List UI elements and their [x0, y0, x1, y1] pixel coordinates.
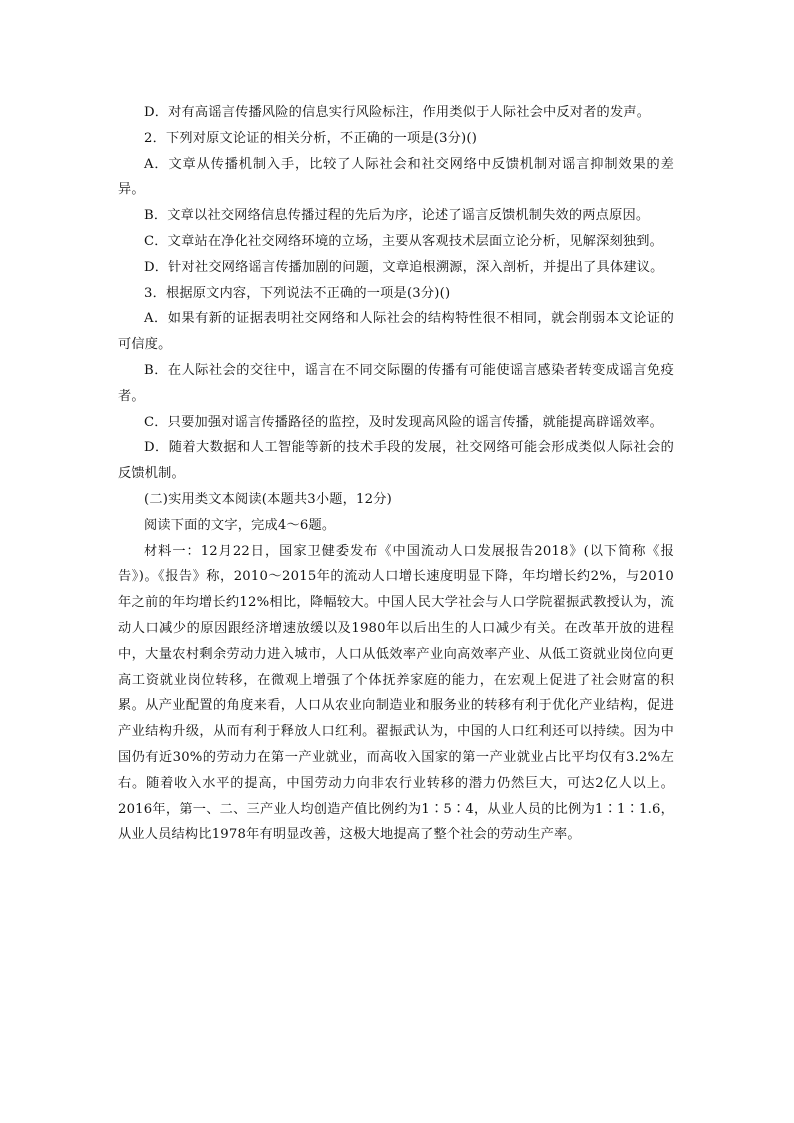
- question-3: 3．根据原文内容，下列说法不正确的一项是(3分)(): [144, 285, 451, 301]
- option-c-q2: C．文章站在净化社交网络环境的立场，主要从客观技术层面立论分析，见解深刻独到。: [144, 233, 664, 249]
- option-b-q2: B．文章以社交网络信息传播过程的先后为序，论述了谣言反馈机制失效的两点原因。: [144, 208, 650, 224]
- section-heading: (二)实用类文本阅读(本题共3小题，12分): [144, 491, 392, 507]
- reading-instruction: 阅读下面的文字，完成4～6题。: [144, 517, 336, 533]
- question-2: 2．下列对原文论证的相关分析，不正确的一项是(3分)(): [144, 130, 478, 146]
- option-d-q2: D．针对社交网络谣言传播加剧的问题，文章追根溯源，深入剖析，并提出了具体建议。: [144, 259, 664, 275]
- option-a-q2: A．文章从传播机制入手，比较了人际社会和社交网络中反馈机制对谣言抑制效果的差异。: [118, 156, 674, 198]
- option-b-q3: B．在人际社会的交往中，谣言在不同交际圈的传播有可能使谣言感染者转变成谣言免疫者。: [118, 362, 674, 404]
- document-page: [118, 100, 674, 848]
- material-one: 材料一：12月22日，国家卫健委发布《中国流动人口发展报告2018》(以下简称《报告》)。《报告》称，2010～2015年的流动人口增长速度明显下降，年均增长约2%，与2010年之前的年均增长约12%相比，降幅较大。中国人民大学社会与人口学院翟振武教授认为，流动人口减少的原因跟经济增速放缓以及1980年以后出生的人口减少有关。在改革开放的进程中，大量农村剩余劳动力进入城市，人口从低效率产业向高效率产业、从低工资就业岗位向更高工资就业岗位转移，在微观上增强了个体抚养家庭的能力，在宏观上促进了社会财富的积累。从产业配置的角度来看，人口从农业向制造业和服务业的转移有利于优化产业结构，促进产业结构升级，从而有利于释放人口红利。翟振武认为，中国的人口红利还可以持续。因为中国仍有近30%的劳动力在第一产业就业，而高收入国家的第一产业就业占比平均仅有3.2%左右。随着收入水平的提高，中国劳动力向非农行业转移的潜力仍然巨大，可达2亿人以上。2016年，第一、二、三产业人均创造产值比例约为1∶5∶4，从业人员的比例为1∶1∶1.6，从业人员结构比1978年有明显改善，这极大地提高了整个社会的劳动生产率。: [118, 543, 674, 843]
- option-c-q3: C．只要加强对谣言传播路径的监控，及时发现高风险的谣言传播，就能提高辟谣效率。: [144, 414, 664, 430]
- option-d-q1: D．对有高谣言传播风险的信息实行风险标注，作用类似于人际社会中反对者的发声。: [144, 105, 651, 120]
- option-a-q3: A．如果有新的证据表明社交网络和人际社会的结构特性很不相同，就会削弱本文论证的可信度。: [118, 311, 674, 353]
- option-d-q3: D．随着大数据和人工智能等新的技术手段的发展，社交网络可能会形成类似人际社会的反馈机制。: [118, 440, 674, 482]
